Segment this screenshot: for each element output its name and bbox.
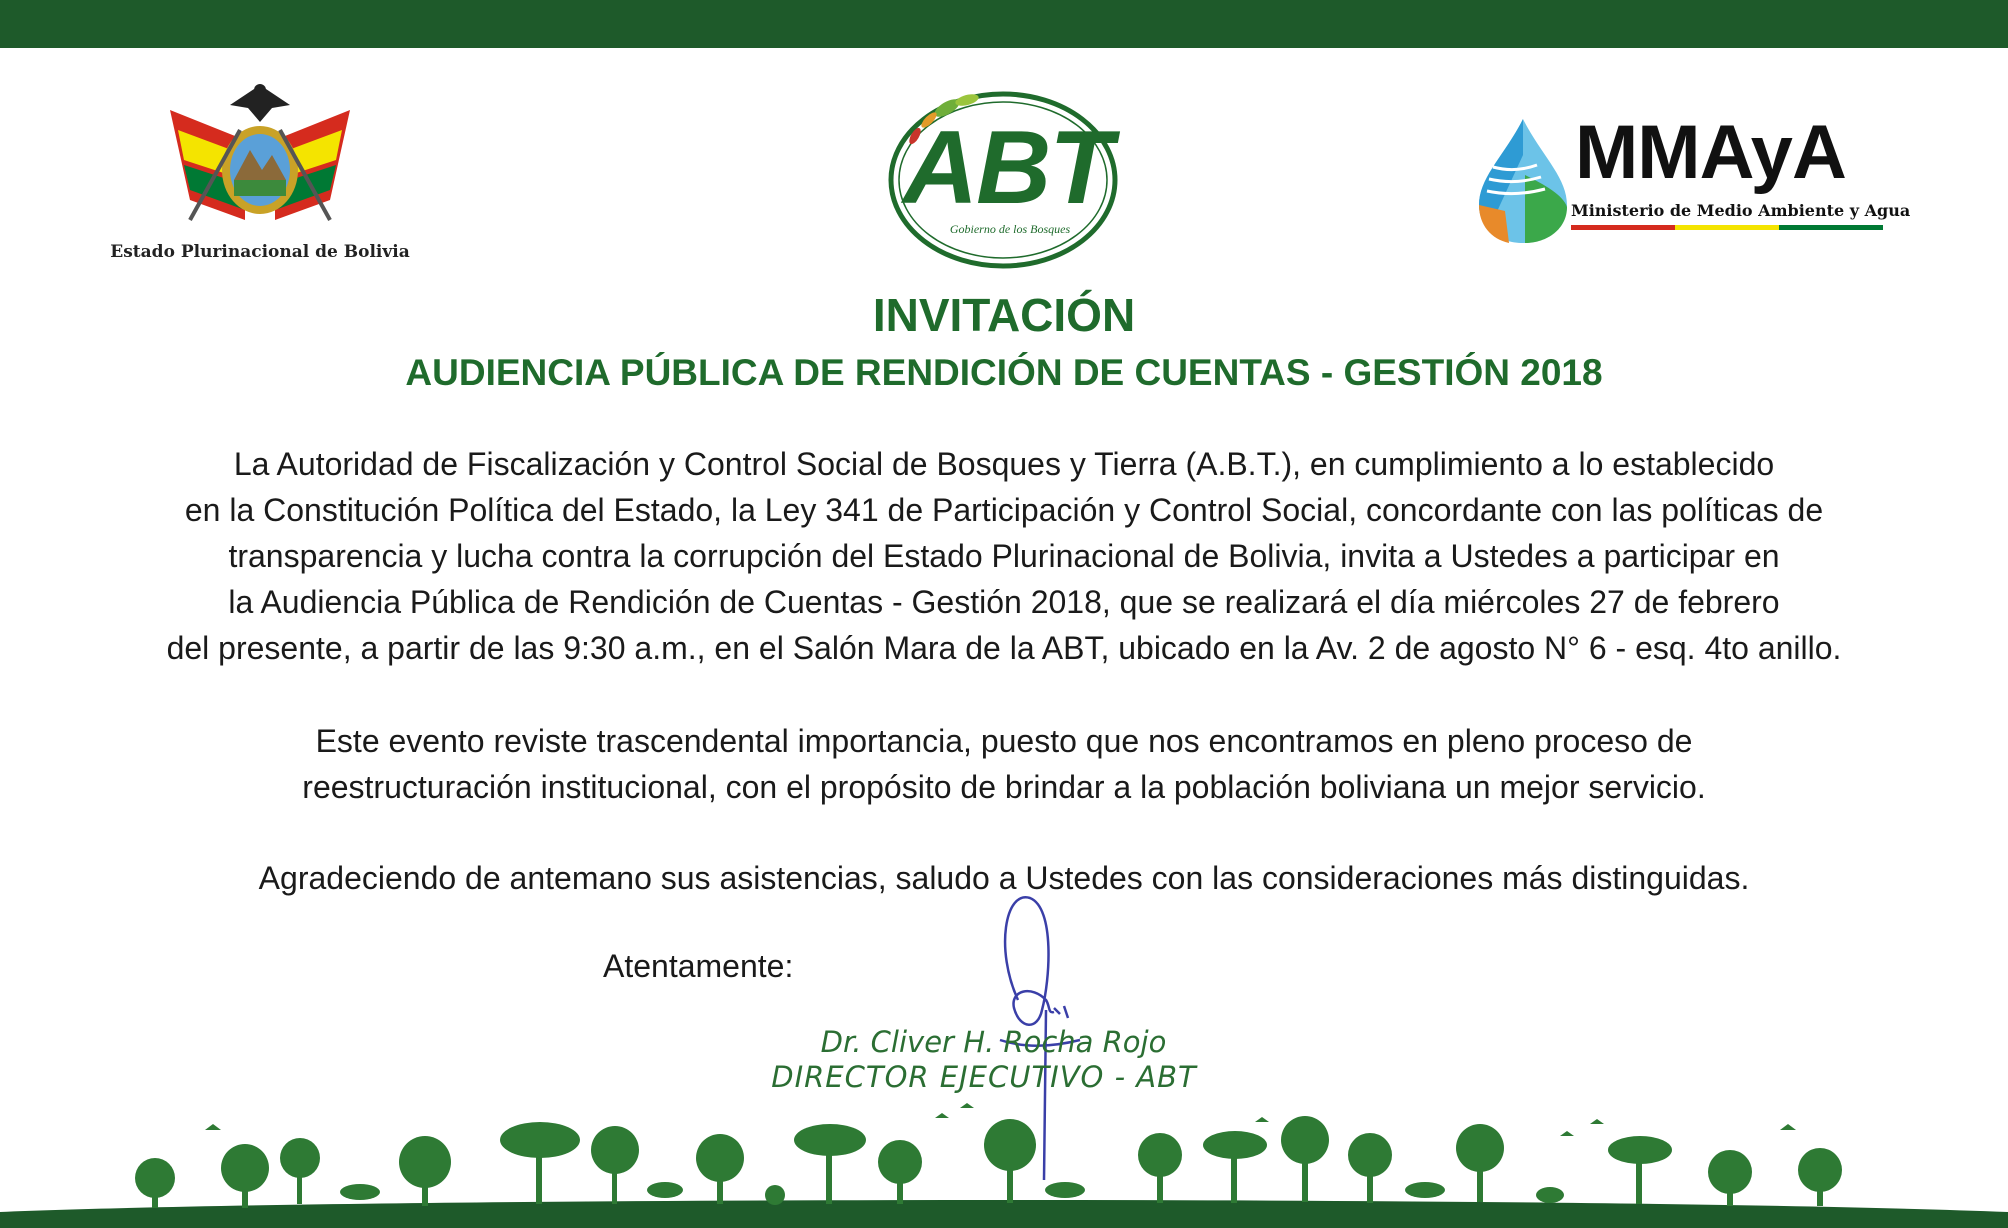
- forest-landscape-illustration: [0, 1100, 2008, 1228]
- paragraph-line: reestructuración institucional, con el propósito de brindar a la población boliviana un mejor servicio.: [302, 769, 1706, 805]
- abt-wordmark: ABT: [903, 110, 1111, 226]
- paragraph-line: La Autoridad de Fiscalización y Control Social de Bosques y Tierra (A.B.T.), en cumplimiento a lo establecido: [233, 446, 1775, 482]
- invitation-title: INVITACIÓN: [872, 289, 1136, 341]
- top-green-bar: [0, 0, 2008, 48]
- abt-tagline: Gobierno de los Bosques: [949, 222, 1071, 236]
- signatory-role: DIRECTOR EJECUTIVO - ABT: [771, 1060, 1197, 1094]
- bolivia-coat-of-arms-logo: [110, 70, 410, 270]
- invitation-subtitle: AUDIENCIA PÚBLICA DE RENDICIÓN DE CUENTAS - GESTIÓN 2018: [405, 352, 1603, 393]
- mmaya-logo: [1475, 110, 1911, 245]
- water-drop-icon: [1475, 115, 1571, 245]
- abt-logo: [875, 80, 1135, 270]
- paragraph-line: Este evento reviste trascendental importancia, puesto que nos encontramos en pleno proceso de: [315, 723, 1693, 759]
- closing-salutation: Atentamente:: [603, 948, 794, 984]
- bolivia-caption: Estado Plurinacional de Bolivia: [110, 242, 410, 262]
- paragraph-line: del presente, a partir de las 9:30 a.m., en el Salón Mara de la ABT, ubicado en la Av. 2 de agosto N° 6 - esq. 4to anillo.: [166, 630, 1842, 666]
- paragraph-line: transparencia y lucha contra la corrupción del Estado Plurinacional de Bolivia, invita a Ustedes a participar en: [228, 538, 1780, 574]
- mmaya-wordmark: MMAyA: [1575, 110, 1846, 195]
- coat-of-arms-icon: [150, 70, 370, 240]
- paragraph-line: la Audiencia Pública de Rendición de Cuentas - Gestión 2018, que se realizará el día miércoles 27 de febrero: [228, 584, 1780, 620]
- paragraph-main: [0, 441, 2008, 671]
- mmaya-ministry-name: Ministerio de Medio Ambiente y Agua: [1571, 201, 1911, 220]
- signatory-name: Dr. Cliver H. Rocha Rojo: [820, 1025, 1167, 1059]
- paragraph-line: en la Constitución Política del Estado, la Ley 341 de Participación y Control Social, concordante con las políticas de: [184, 492, 1824, 528]
- mmaya-flag-stripe: [1571, 225, 1883, 230]
- paragraph-importance: [0, 718, 2008, 810]
- paragraph-line: Agradeciendo de antemano sus asistencias, saludo a Ustedes con las consideraciones más distinguidas.: [258, 860, 1750, 896]
